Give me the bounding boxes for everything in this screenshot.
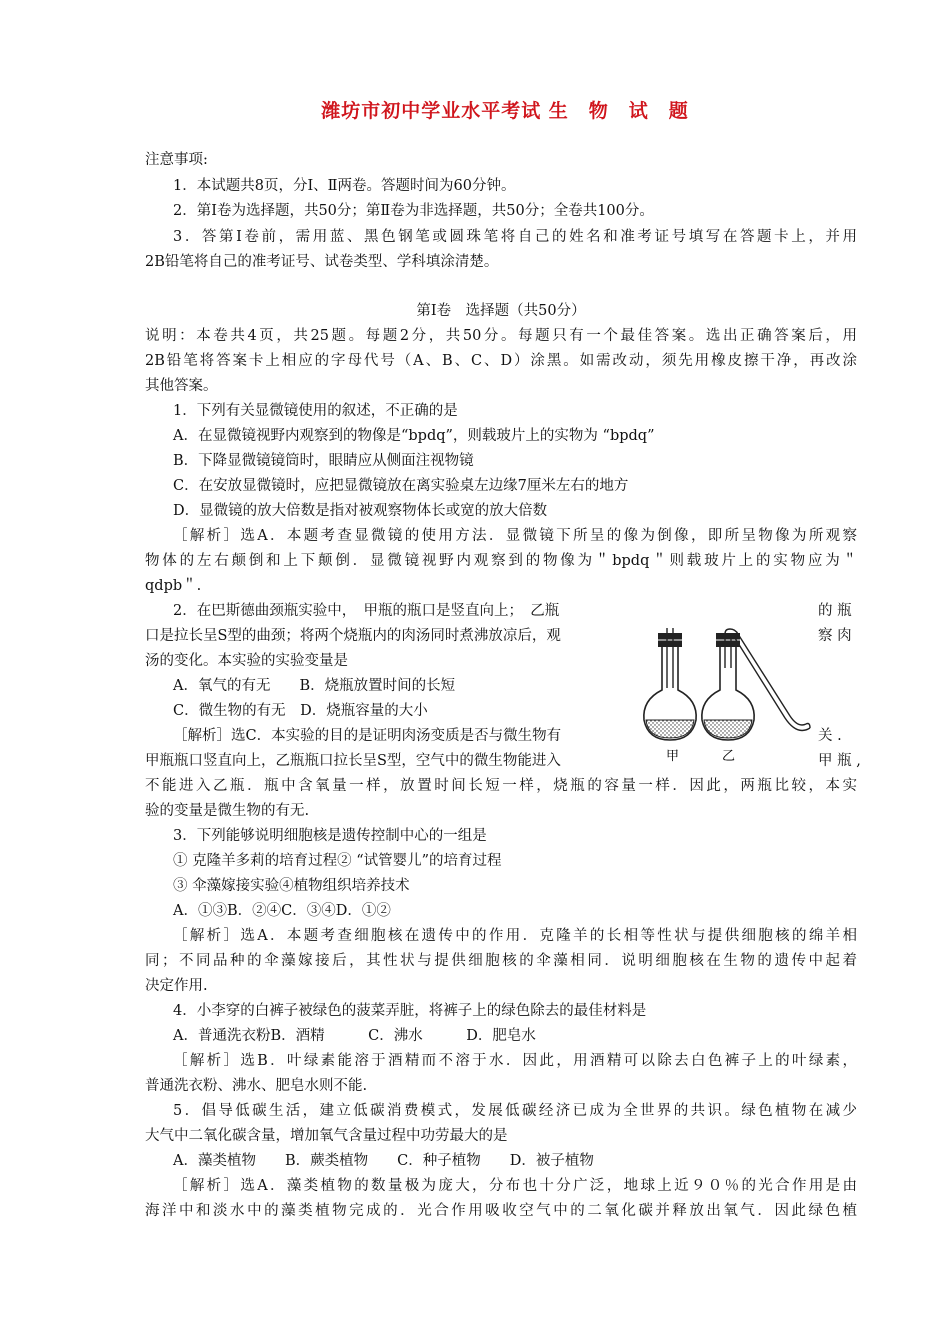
q1-analysis: ［解析］选A．本题考查显微镜的使用方法．显微镜下所呈的像为倒像，即所呈物像为所观察 — [173, 528, 857, 544]
q2-analysis: ［解析］选C．本实验的目的是证明肉汤变质是否与微生物有 — [173, 728, 562, 744]
q3-stem: 3．下列能够说明细胞核是遗传控制中心的一组是 — [173, 828, 487, 844]
q1-stem: 1．下列有关显微镜使用的叙述，不正确的是 — [173, 403, 458, 419]
q1-analysis: 物体的左右颠倒和上下颠倒．显微镜视野内观察到的物像为＂bpdq＂则载玻片上的实物应为＂ — [145, 553, 857, 569]
flask-figure — [630, 628, 840, 768]
section-heading: 第Ⅰ卷 选择题（共50分） — [416, 303, 586, 319]
notice-item: 2．第Ⅰ卷为选择题，共50分；第Ⅱ卷为非选择题，共50分；全卷共100分。 — [173, 203, 654, 219]
q2-analysis-right: 关 . — [818, 728, 842, 744]
flask-label-jia: 甲 — [666, 749, 680, 764]
q2-analysis: 甲瓶瓶口竖直向上，乙瓶瓶口拉长呈S型，空气中的微生物能进入 — [145, 753, 561, 769]
q2-stem: 汤的变化。本实验的实验变量是 — [145, 653, 348, 669]
q1-option-c: C．在安放显微镜时，应把显微镜放在离实验桌左边缘7厘米左右的地方 — [173, 478, 629, 494]
q1-analysis: qdpb＂. — [145, 578, 202, 594]
q4-analysis: ［解析］选B．叶绿素能溶于酒精而不溶于水．因此，用酒精可以除去白色裤子上的叶绿素， — [173, 1053, 857, 1069]
q5-stem: 5．倡导低碳生活，建立低碳消费模式，发展低碳经济已成为全世界的共识。绿色植物在减少 — [173, 1103, 857, 1119]
q5-stem: 大气中二氧化碳含量，增加氧气含量过程中功劳最大的是 — [145, 1128, 508, 1144]
q4-options: A．普通洗衣粉B．酒精 C．沸水 D．肥皂水 — [173, 1028, 536, 1044]
q3-item: ① 克隆羊多莉的培育过程② “试管婴儿”的培育过程 — [173, 853, 502, 869]
notice-item: 2B铅笔将自己的准考证号、试卷类型、学科填涂清楚。 — [145, 254, 499, 270]
flask-jia — [644, 628, 696, 740]
notice-item: 3．答第Ⅰ卷前，需用蓝、黑色钢笔或圆珠笔将自己的姓名和准考证号填写在答题卡上，并用 — [173, 229, 857, 245]
q5-analysis: 海洋中和淡水中的藻类植物完成的．光合作用吸收空气中的二氧化碳并释放出氧气．因此绿色植 — [145, 1203, 857, 1219]
q3-analysis: ［解析］选A．本题考查细胞核在遗传中的作用．克隆羊的长相等性状与提供细胞核的绵羊相 — [173, 928, 857, 944]
q5-analysis: ［解析］选A．藻类植物的数量极为庞大，分布也十分广泛，地球上近９０％的光合作用是由 — [173, 1178, 857, 1194]
section-desc: 其他答案。 — [145, 378, 218, 394]
q2-stem: 口是拉长呈S型的曲颈；将两个烧瓶内的肉汤同时煮沸放凉后，观 — [145, 628, 561, 644]
notice-item: 1．本试题共8页，分Ⅰ、Ⅱ两卷。答题时间为60分钟。 — [173, 178, 516, 194]
notice-heading: 注意事项: — [145, 152, 208, 168]
q3-analysis: 决定作用. — [145, 978, 208, 994]
q3-analysis: 同；不同品种的伞藻嫁接后，其性状与提供细胞核的伞藻相同．说明细胞核在生物的遗传中起着 — [145, 953, 857, 969]
q2-analysis: 不能进入乙瓶．瓶中含氧量一样，放置时间长短一样，烧瓶的容量一样．因此，两瓶比较，本实 — [145, 778, 857, 794]
q2-stem-right: 的 瓶 — [818, 603, 852, 619]
q2-option-cd: C．微生物的有无 D．烧瓶容量的大小 — [173, 703, 428, 719]
section-desc: 2B铅笔将答案卡上相应的字母代号（A、B、C、D）涂黑。如需改动，须先用橡皮擦干净，再改涂 — [145, 353, 857, 369]
q3-options: A．①③B．②④C．③④D．①② — [173, 903, 391, 919]
q1-option-b: B．下降显微镜镜筒时，眼睛应从侧面注视物镜 — [173, 453, 474, 469]
q2-analysis: 验的变量是微生物的有无. — [145, 803, 310, 819]
q4-analysis: 普通洗衣粉、沸水、肥皂水则不能. — [145, 1078, 368, 1094]
exam-title: 潍坊市初中学业水平考试 生 物 试 题 — [321, 100, 689, 122]
q4-stem: 4．小李穿的白裤子被绿色的菠菜弄脏，将裤子上的绿色除去的最佳材料是 — [173, 1003, 647, 1019]
q5-options: A．藻类植物 B．蕨类植物 C．种子植物 D．被子植物 — [173, 1153, 594, 1169]
q2-stem-right: 察 肉 — [818, 628, 852, 644]
q1-option-a: A．在显微镜视野内观察到的物像是“bpdq”，则载玻片上的实物为 “bpdq” — [173, 428, 655, 444]
section-desc: 说明：本卷共4页，共25题。每题2分，共50分。每题只有一个最佳答案。选出正确答案后，用 — [145, 328, 857, 344]
swan-neck-flasks-illustration — [630, 628, 840, 768]
q2-option-ab: A．氧气的有无 B．烧瓶放置时间的长短 — [173, 678, 456, 694]
q2-analysis-right: 甲 瓶 , — [818, 753, 861, 769]
flask-yi — [702, 629, 810, 740]
q2-stem: 2．在巴斯德曲颈瓶实验中， 甲瓶的瓶口是竖直向上； 乙瓶 — [173, 603, 560, 619]
q1-option-d: D．显微镜的放大倍数是指对被观察物体长或宽的放大倍数 — [173, 503, 548, 519]
q3-item: ③ 伞藻嫁接实验④植物组织培养技术 — [173, 878, 410, 894]
flask-label-yi: 乙 — [722, 749, 736, 764]
